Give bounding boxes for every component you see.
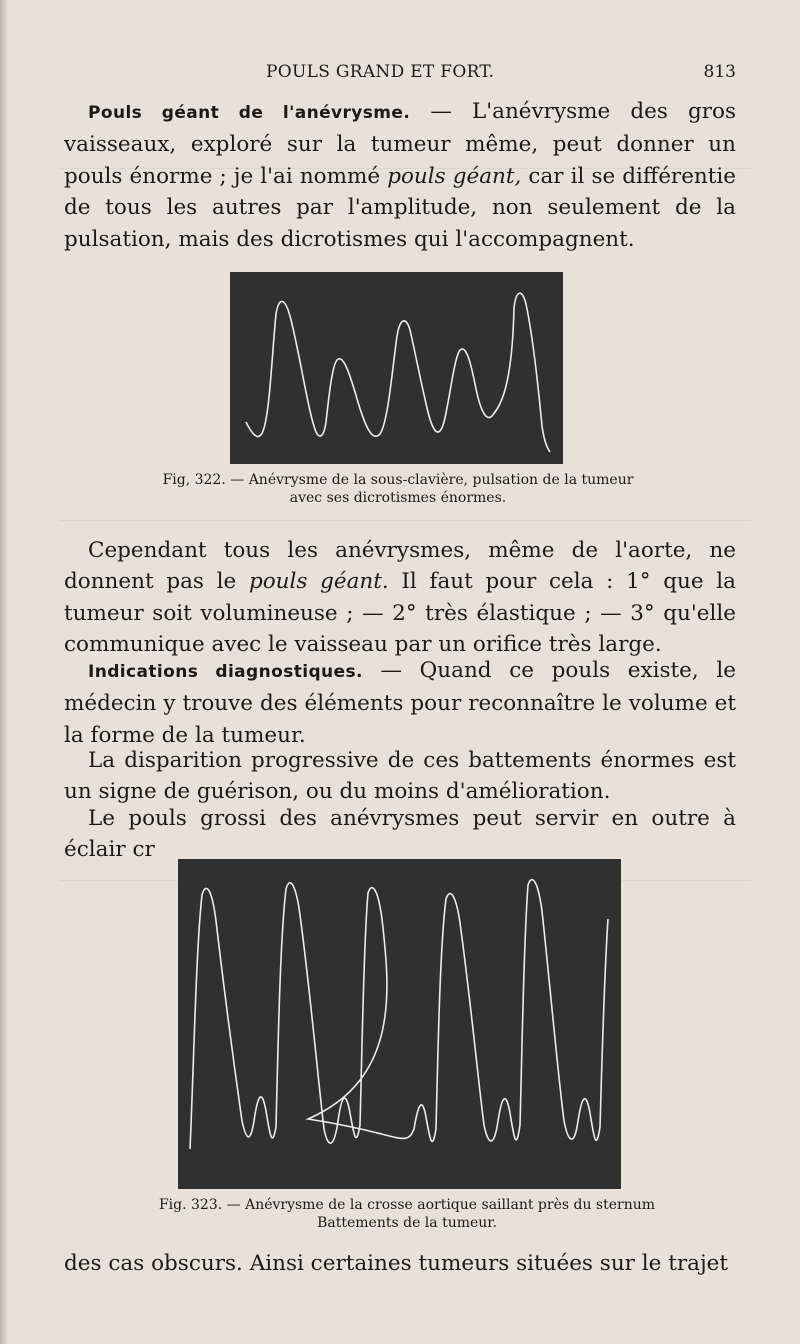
- paragraph-cependant: [64, 535, 736, 661]
- running-title: POULS GRAND ET FORT.: [266, 62, 495, 82]
- section-indications: [64, 655, 736, 751]
- body-text: car il se différentie de tous les autres par l'amplitude, non seulement de la pulsation, mais des dicrotismes qui l'accompagnent.: [64, 163, 737, 252]
- caption-line: Fig, 322. — Anévrysme de la sous-clavière, pulsation de la tumeur: [162, 472, 634, 488]
- italic-term: pouls géant.: [248, 569, 389, 595]
- figure-323-caption: [92, 1196, 722, 1232]
- body-text: La disparition progressive de ces battements énormes est un signe de guérison, ou du moins d'amélioration.: [64, 748, 736, 805]
- figure-322-caption: [108, 471, 688, 507]
- italic-term: pouls géant,: [387, 163, 522, 189]
- pulse-waveform: [246, 293, 550, 452]
- body-text: Il faut pour cela : 1° que la tumeur soit volumineuse ; — 2° très élastique ; — 3° qu'elle communique avec le vaisseau par un orifice très large.: [64, 569, 736, 658]
- caption-line: Fig. 323. — Anévrysme de la crosse aortique saillant près du sternum: [158, 1197, 656, 1213]
- figure-322-pulse-trace: [230, 272, 563, 464]
- caption-line: Battements de la tumeur.: [317, 1215, 497, 1231]
- figure-323-pulse-trace: [178, 859, 621, 1189]
- heading-dash: —: [410, 99, 472, 124]
- paragraph-des-cas: [64, 1248, 736, 1279]
- paragraph-disparition: [64, 745, 736, 808]
- pulse-waveform: [190, 880, 608, 1149]
- heading-dash: —: [362, 658, 420, 683]
- paragraph-pouls-grossi: [64, 803, 736, 866]
- body-text: des cas obscurs. Ainsi certaines tumeurs situées sur le trajet: [64, 1251, 728, 1276]
- pulse-trace-graphic: [230, 272, 563, 464]
- page-number: 813: [703, 62, 736, 82]
- section-pouls-geant: [64, 96, 736, 255]
- caption-line: avec ses dicrotismes énormes.: [289, 490, 507, 506]
- section-heading: Indications diagnostiques.: [88, 662, 363, 682]
- page-edge: [0, 0, 8, 1344]
- body-text: Cependant tous les anévrysmes, même de l'aorte, ne donnent pas le: [64, 538, 736, 595]
- body-text: Le pouls grossi des anévrysmes peut servir en outre à éclair cr: [64, 806, 736, 863]
- pulse-trace-graphic: [178, 859, 621, 1189]
- section-heading: Pouls géant de l'anévrysme.: [88, 103, 411, 123]
- page-header: [0, 62, 800, 84]
- body-text: L'anévrysme des gros vaisseaux, exploré sur la tumeur même, peut donner un pouls énorme ; je l'ai nommé: [64, 99, 737, 189]
- bleed-through: [60, 520, 750, 521]
- body-text: Quand ce pouls existe, le médecin y trouve des éléments pour reconnaître le volume et la forme de la tumeur.: [64, 658, 736, 748]
